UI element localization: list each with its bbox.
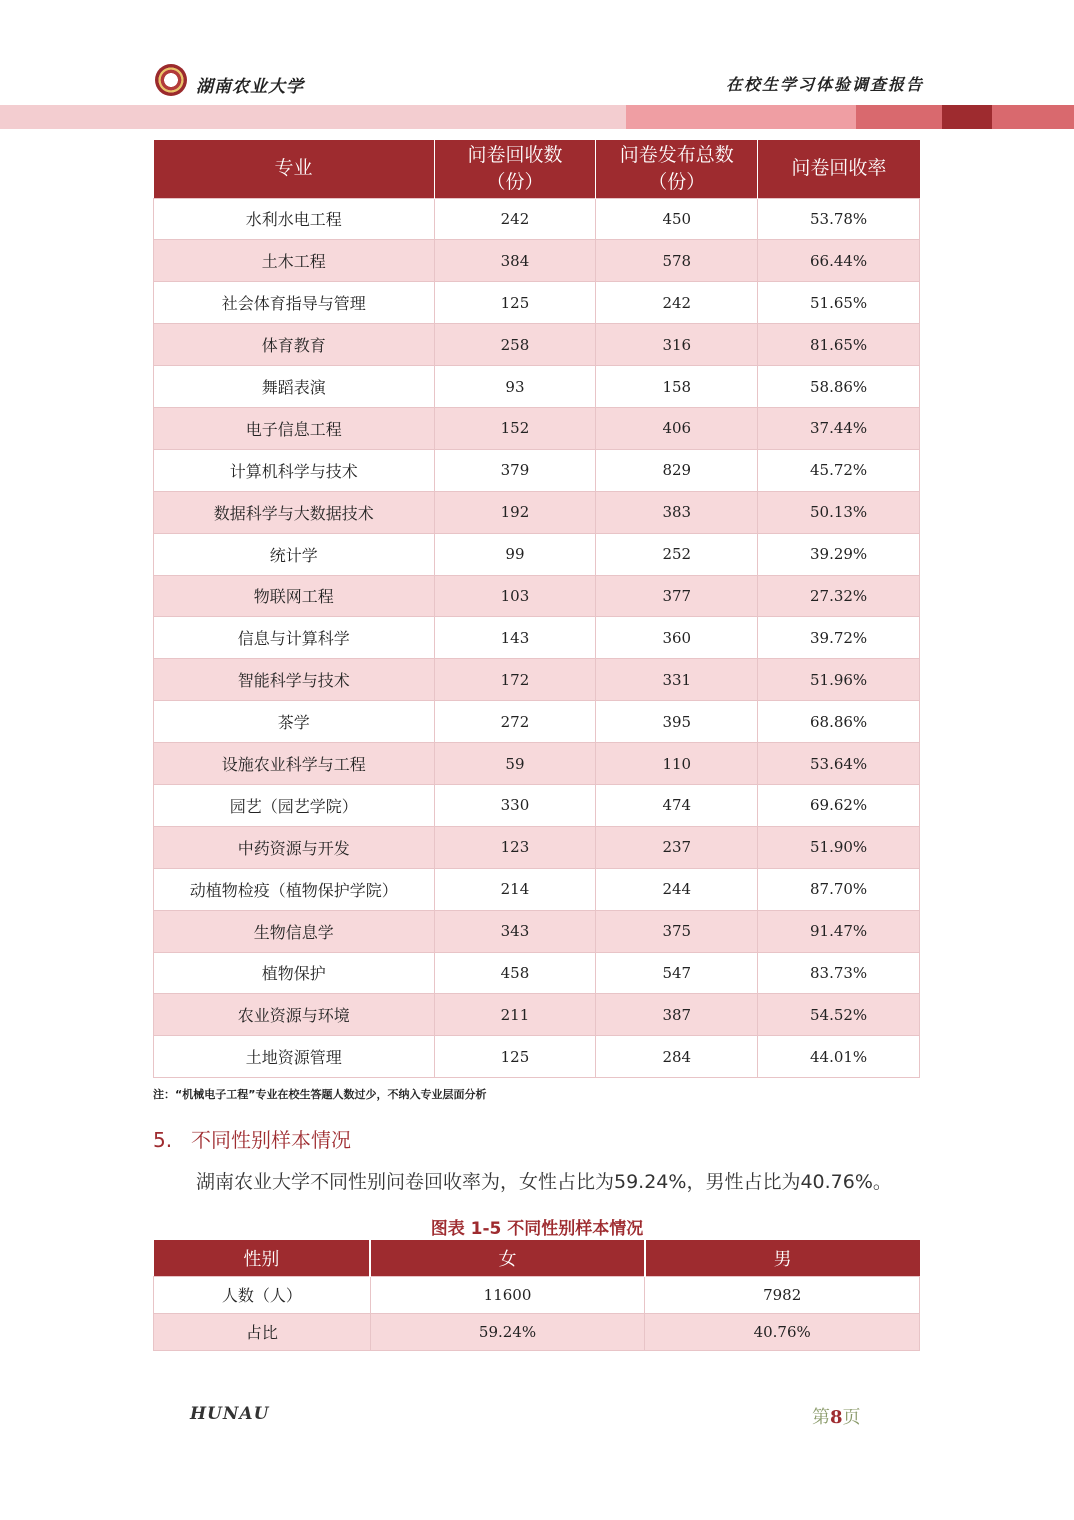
table-row <box>154 784 920 826</box>
table-note: 注：“机械电子工程”专业在校生答题人数过少，不纳入专业层面分析 <box>153 1088 487 1101</box>
issued-cell: 284 <box>596 1036 758 1078</box>
returned-cell: 99 <box>434 533 596 575</box>
page-number <box>812 1403 861 1429</box>
major-cell: 舞蹈表演 <box>154 366 435 408</box>
issued-cell: 383 <box>596 491 758 533</box>
rate-cell: 37.44% <box>758 407 920 449</box>
returned-cell: 103 <box>434 575 596 617</box>
issued-cell: 387 <box>596 994 758 1036</box>
issued-cell: 395 <box>596 701 758 743</box>
rate-cell: 54.52% <box>758 994 920 1036</box>
rate-cell: 50.13% <box>758 491 920 533</box>
header-band-segment <box>942 105 992 129</box>
rate-cell: 51.65% <box>758 282 920 324</box>
header-band-segment <box>992 105 1074 129</box>
major-cell: 水利水电工程 <box>154 198 435 240</box>
returned-cell: 123 <box>434 826 596 868</box>
returned-cell: 152 <box>434 407 596 449</box>
rate-cell: 44.01% <box>758 1036 920 1078</box>
header-returned: 问卷回收数 （份） <box>434 140 596 198</box>
issued-cell: 406 <box>596 407 758 449</box>
table-row <box>154 743 920 785</box>
major-cell: 生物信息学 <box>154 910 435 952</box>
male-value: 7982 <box>645 1276 920 1313</box>
issued-cell: 244 <box>596 868 758 910</box>
issued-cell: 158 <box>596 366 758 408</box>
issued-cell: 547 <box>596 952 758 994</box>
male-value: 40.76% <box>645 1313 920 1350</box>
table-row <box>154 198 920 240</box>
returned-cell: 93 <box>434 366 596 408</box>
table-row <box>154 701 920 743</box>
row-label: 人数（人） <box>154 1276 371 1313</box>
returned-cell: 272 <box>434 701 596 743</box>
page-prefix: 第 <box>812 1407 830 1428</box>
rate-cell: 39.72% <box>758 617 920 659</box>
returned-cell: 242 <box>434 198 596 240</box>
major-cell: 土地资源管理 <box>154 1036 435 1078</box>
table-row <box>154 910 920 952</box>
major-cell: 电子信息工程 <box>154 407 435 449</box>
gender-sample-table <box>153 1240 920 1351</box>
returned-cell: 458 <box>434 952 596 994</box>
returned-cell: 211 <box>434 994 596 1036</box>
page-number-value: 8 <box>830 1407 843 1428</box>
returned-cell: 143 <box>434 617 596 659</box>
major-cell: 设施农业科学与工程 <box>154 743 435 785</box>
major-cell: 茶学 <box>154 701 435 743</box>
returned-cell: 214 <box>434 868 596 910</box>
major-cell: 计算机科学与技术 <box>154 449 435 491</box>
rate-cell: 27.32% <box>758 575 920 617</box>
major-cell: 数据科学与大数据技术 <box>154 491 435 533</box>
gender-table-caption: 图表 1-5 不同性别样本情况 <box>430 1219 644 1239</box>
issued-cell: 360 <box>596 617 758 659</box>
row-label: 占比 <box>154 1313 371 1350</box>
table-row <box>154 533 920 575</box>
major-cell: 农业资源与环境 <box>154 994 435 1036</box>
header-male: 男 <box>645 1240 920 1276</box>
table-row <box>154 1276 920 1313</box>
school-name: 湖南农业大学 <box>196 77 304 97</box>
rate-cell: 81.65% <box>758 324 920 366</box>
table-row <box>154 1313 920 1350</box>
table-row <box>154 282 920 324</box>
major-cell: 体育教育 <box>154 324 435 366</box>
table-row <box>154 449 920 491</box>
returned-cell: 258 <box>434 324 596 366</box>
returned-cell: 379 <box>434 449 596 491</box>
returned-cell: 172 <box>434 659 596 701</box>
table-row <box>154 1036 920 1078</box>
rate-cell: 68.86% <box>758 701 920 743</box>
body-paragraph: 湖南农业大学不同性别问卷回收率为，女性占比为59.24%，男性占比为40.76%。 <box>196 1171 892 1193</box>
major-cell: 信息与计算科学 <box>154 617 435 659</box>
table-header-row <box>154 140 920 198</box>
header-gender: 性别 <box>154 1240 371 1276</box>
issued-cell: 829 <box>596 449 758 491</box>
female-value: 59.24% <box>370 1313 645 1350</box>
table-row <box>154 366 920 408</box>
table-row <box>154 826 920 868</box>
issued-cell: 242 <box>596 282 758 324</box>
rate-cell: 51.96% <box>758 659 920 701</box>
major-cell: 社会体育指导与管理 <box>154 282 435 324</box>
returned-cell: 125 <box>434 282 596 324</box>
header-rate: 问卷回收率 <box>758 140 920 198</box>
page-suffix: 页 <box>842 1407 861 1428</box>
header-band-segment <box>626 105 856 129</box>
major-response-table <box>153 140 920 1078</box>
table-header-row <box>154 1240 920 1276</box>
major-cell: 土木工程 <box>154 240 435 282</box>
rate-cell: 39.29% <box>758 533 920 575</box>
rate-cell: 66.44% <box>758 240 920 282</box>
rate-cell: 87.70% <box>758 868 920 910</box>
table-row <box>154 659 920 701</box>
issued-cell: 110 <box>596 743 758 785</box>
section-heading <box>153 1124 351 1153</box>
header-band-segment <box>856 105 942 129</box>
female-value: 11600 <box>370 1276 645 1313</box>
table-row <box>154 952 920 994</box>
issued-cell: 474 <box>596 784 758 826</box>
section-number: 5. <box>153 1128 173 1152</box>
rate-cell: 51.90% <box>758 826 920 868</box>
rate-cell: 91.47% <box>758 910 920 952</box>
major-cell: 园艺（园艺学院） <box>154 784 435 826</box>
table-row <box>154 407 920 449</box>
major-cell: 植物保护 <box>154 952 435 994</box>
rate-cell: 83.73% <box>758 952 920 994</box>
table-row <box>154 617 920 659</box>
header-major: 专业 <box>154 140 435 198</box>
page-header <box>0 60 1074 130</box>
issued-cell: 252 <box>596 533 758 575</box>
issued-cell: 375 <box>596 910 758 952</box>
major-cell: 智能科学与技术 <box>154 659 435 701</box>
returned-cell: 125 <box>434 1036 596 1078</box>
table-row <box>154 491 920 533</box>
issued-cell: 316 <box>596 324 758 366</box>
section-title: 不同性别样本情况 <box>191 1128 351 1152</box>
issued-cell: 377 <box>596 575 758 617</box>
university-logo-icon <box>155 64 187 96</box>
returned-cell: 59 <box>434 743 596 785</box>
rate-cell: 69.62% <box>758 784 920 826</box>
issued-cell: 578 <box>596 240 758 282</box>
returned-cell: 192 <box>434 491 596 533</box>
table-row <box>154 240 920 282</box>
major-cell: 中药资源与开发 <box>154 826 435 868</box>
table-row <box>154 575 920 617</box>
major-cell: 物联网工程 <box>154 575 435 617</box>
rate-cell: 45.72% <box>758 449 920 491</box>
returned-cell: 384 <box>434 240 596 282</box>
rate-cell: 53.64% <box>758 743 920 785</box>
rate-cell: 53.78% <box>758 198 920 240</box>
footer-brand: HUNAU <box>190 1404 270 1424</box>
header-issued: 问卷发布总数 （份） <box>596 140 758 198</box>
header-band-segment <box>0 105 626 129</box>
rate-cell: 58.86% <box>758 366 920 408</box>
table-row <box>154 324 920 366</box>
issued-cell: 331 <box>596 659 758 701</box>
table-row <box>154 868 920 910</box>
report-title: 在校生学习体验调查报告 <box>725 75 924 94</box>
returned-cell: 330 <box>434 784 596 826</box>
major-cell: 动植物检疫（植物保护学院） <box>154 868 435 910</box>
returned-cell: 343 <box>434 910 596 952</box>
table-row <box>154 994 920 1036</box>
issued-cell: 237 <box>596 826 758 868</box>
issued-cell: 450 <box>596 198 758 240</box>
major-cell: 统计学 <box>154 533 435 575</box>
header-female: 女 <box>370 1240 645 1276</box>
